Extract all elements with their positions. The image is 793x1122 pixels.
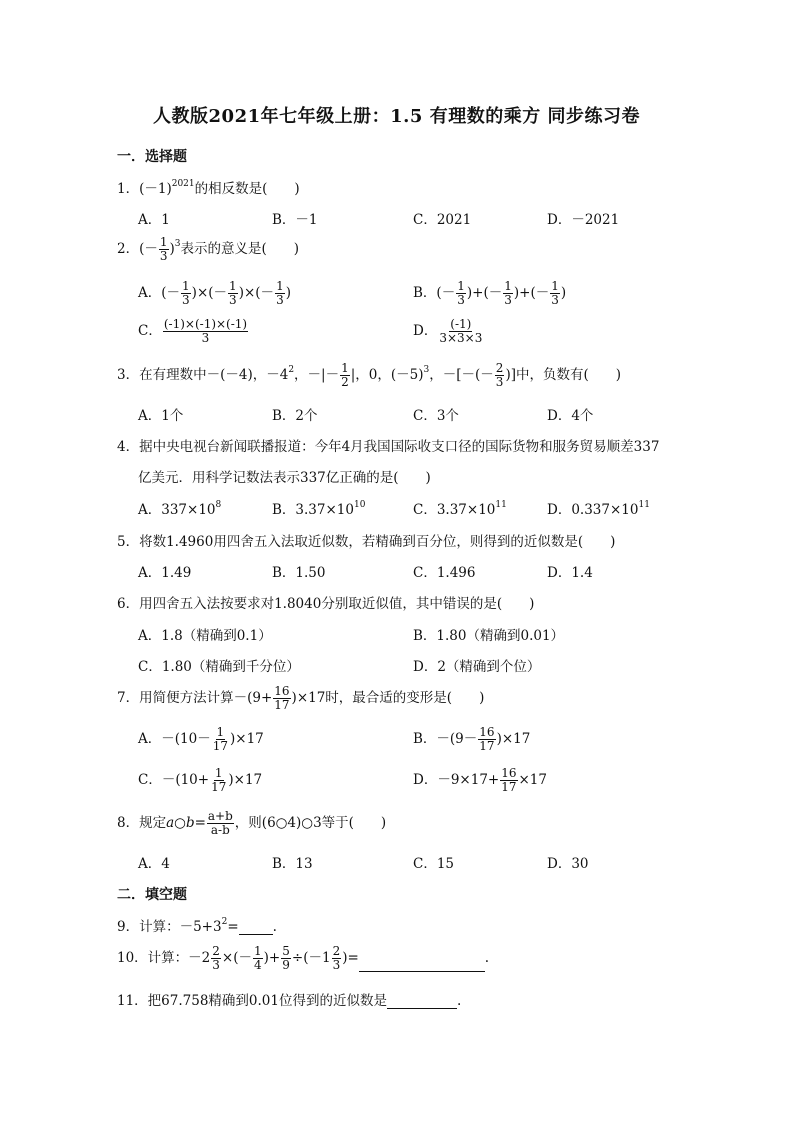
option-d: D．4个	[547, 408, 594, 424]
option-a: A．1个	[138, 408, 184, 424]
option-d: D．2（精确到个位）	[413, 659, 541, 675]
option-b: B．2个	[272, 408, 318, 424]
option-d: D． $\frac{(-1)}{3\times 3\times 3}$	[413, 317, 483, 345]
page-title: 人教版2021年七年级上册：1.5 有理数的乘方 同步练习卷	[153, 106, 640, 127]
question-9: 9．计算：$-5+3^2=$ .	[117, 917, 277, 935]
question-1: 1．$(-1)^{2021}$的相反数是( )	[117, 179, 300, 197]
option-d: D．－9×17+ $\frac{16}{17}$ ×17	[413, 766, 547, 794]
question-7: 7．用简便方法计算－(9+ $\frac{16}{17}$ )×17时，最合适的变形是( )	[117, 684, 485, 712]
option-a: A．1.49	[138, 565, 192, 581]
option-b: B．13	[272, 856, 313, 872]
option-c: C． $\frac{(-1)\times(-1)\times(-1)}{3}$	[138, 317, 248, 345]
option-a: A．(－ $\frac{1}{3}$ )×(－ $\frac{1}{3}$ )×(－ $\frac{1}{3}$ )	[138, 279, 291, 307]
option-d: D．$0.337\times 10^{11}$	[547, 500, 650, 518]
option-d: D．1.4	[547, 565, 593, 581]
section-heading-choice: 一．选择题	[117, 149, 187, 165]
question-4-line-2: 亿美元．用科学记数法表示337亿正确的是( )	[138, 470, 431, 486]
option-a: A．$337\times 10^8$	[138, 500, 222, 518]
section-heading-fill: 二．填空题	[117, 887, 187, 903]
question-6: 6．用四舍五入法按要求对1.8040分别取近似值，其中错误的是( )	[117, 596, 535, 612]
option-c: C．15	[413, 856, 455, 872]
option-a: A．1.8（精确到0.1）	[138, 628, 272, 644]
question-4: 4．据中央电视台新闻联播报道：今年4月我国国际收支口径的国际货物和服务贸易顺差337	[117, 439, 660, 455]
option-c: C．$3.37\times 10^{11}$	[413, 500, 507, 518]
question-2: 2．(－ $\frac{1}{3}$ )$^3$表示的意义是( )	[117, 235, 300, 263]
option-c: C．3个	[413, 408, 459, 424]
option-d: D．－2021	[547, 212, 620, 228]
option-b: B．$3.37\times 10^{10}$	[272, 500, 366, 518]
option-c: C．2021	[413, 212, 472, 228]
option-b: B．1.80（精确到0.01）	[413, 628, 565, 644]
option-a: A．4	[138, 856, 170, 872]
answer-blank	[239, 920, 273, 935]
option-b: B．(－ $\frac{1}{3}$ )+(－ $\frac{1}{3}$ )+(－ $\frac{1}{3}$ )	[413, 279, 567, 307]
question-5: 5．将数1.4960用四舍五入法取近似数，若精确到百分位，则得到的近似数是( )	[117, 534, 616, 550]
answer-blank	[359, 957, 485, 972]
option-c: C．1.496	[413, 565, 476, 581]
answer-blank	[387, 994, 457, 1009]
question-8: 8．规定a○b= $\frac{a+b}{a-b}$ ，则(6○4)○3等于( )	[117, 809, 387, 837]
option-b: B．－(9－ $\frac{16}{17}$ )×17	[413, 725, 531, 753]
option-a: A．－(10－ $\frac{1}{17}$ )×17	[138, 725, 264, 753]
option-d: D．30	[547, 856, 589, 872]
option-c: C．－(10+ $\frac{1}{17}$ )×17	[138, 766, 263, 794]
question-10: 10．计算：－2 $\frac{2}{3}$ ×(－ $\frac{1}{4}$ )+ $\frac{5}{9}$ ÷(－1 $\frac{2}{3}$ )= .	[117, 944, 490, 972]
option-b: B．1.50	[272, 565, 326, 581]
option-a: A．1	[138, 212, 170, 228]
question-11: 11．把67.758精确到0.01位得到的近似数是 .	[117, 993, 462, 1009]
option-c: C．1.80（精确到千分位）	[138, 659, 300, 675]
option-b: B．－1	[272, 212, 318, 228]
question-3: 3．在有理数中－(－4)，$-4^2$，－|－ $\frac{1}{2}$ |，0，$(-5)^3$，－[－(－ $\frac{2}{3}$ )]中，负数有( )	[117, 361, 622, 389]
